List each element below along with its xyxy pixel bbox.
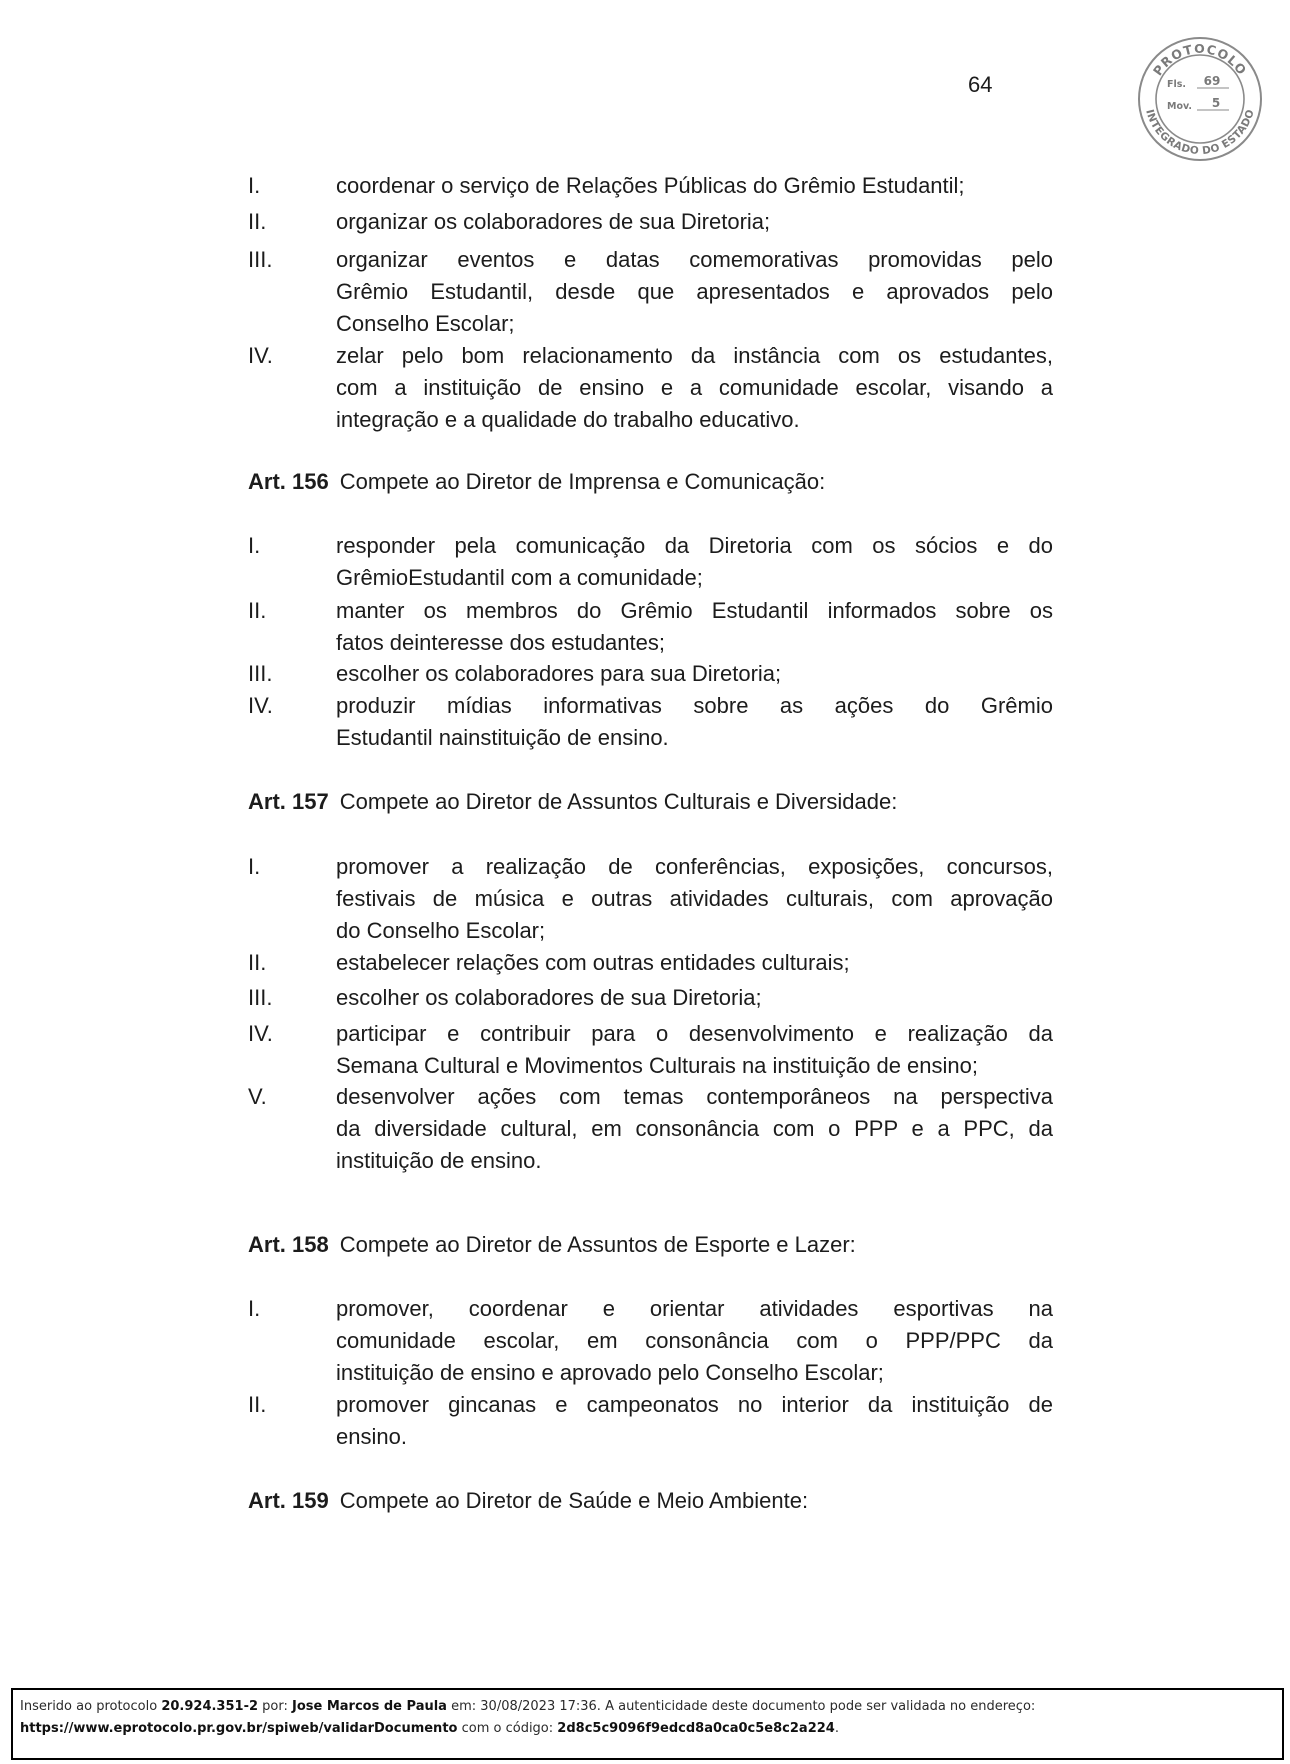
list-item xyxy=(248,595,1053,659)
item-text-line: ensino. xyxy=(336,1424,407,1449)
item-text xyxy=(336,1293,1053,1389)
item-text xyxy=(336,1081,1053,1177)
item-text-line: instituição de ensino e aprovado pelo Conselho Escolar; xyxy=(336,1360,884,1385)
item-numeral: II. xyxy=(248,209,267,234)
article-text: Compete ao Diretor de Imprensa e Comunicação: xyxy=(339,469,826,494)
author-name: Jose Marcos de Paula xyxy=(292,1699,447,1714)
list-item xyxy=(248,170,1053,202)
item-numeral: V. xyxy=(248,1084,267,1109)
item-text xyxy=(336,947,1053,979)
item-text-line: festivais de música e outras atividades culturais, com aprovação xyxy=(336,886,1053,911)
article-text: Compete ao Diretor de Saúde e Meio Ambiente: xyxy=(339,1488,809,1513)
item-text-line: produzir mídias informativas sobre as ações do Grêmio xyxy=(336,693,1053,718)
stamp-mov-label: Mov. xyxy=(1167,101,1193,112)
item-text xyxy=(336,340,1053,436)
article-heading xyxy=(248,466,1053,498)
item-numeral: II. xyxy=(248,950,267,975)
code-label: com o código: xyxy=(461,1721,554,1736)
code-terminator: . xyxy=(834,1721,839,1736)
item-numeral: I. xyxy=(248,533,261,558)
list-item xyxy=(248,851,1053,947)
validation-url: https://www.eprotocolo.pr.gov.br/spiweb/validarDocumento xyxy=(20,1721,458,1736)
item-text-line: Conselho Escolar; xyxy=(336,311,515,336)
validation-text: A autenticidade deste documento pode ser validada no endereço: xyxy=(605,1699,1036,1714)
item-text-line: instituição de ensino. xyxy=(336,1148,542,1173)
item-text-line: com a instituição de ensino e a comunidade escolar, visando a xyxy=(336,375,1053,400)
list-item xyxy=(248,340,1053,436)
stamp-top-text: PROTOCOLO xyxy=(1149,41,1251,79)
item-text-line: GrêmioEstudantil com a comunidade; xyxy=(336,565,703,590)
item-text xyxy=(336,595,1053,659)
page-number: 64 xyxy=(968,72,993,97)
item-text-line: zelar pelo bom relacionamento da instância com os estudantes, xyxy=(336,343,1053,368)
article-text: Compete ao Diretor de Assuntos Culturais e Diversidade: xyxy=(339,789,898,814)
item-text-line: da diversidade cultural, em consonância com o PPP e a PPC, da xyxy=(336,1116,1053,1141)
item-text-line: organizar eventos e datas comemorativas promovidas pelo xyxy=(336,247,1053,272)
stamp-bottom-text: INTEGRADO DO ESTADO xyxy=(1143,107,1257,158)
item-text-line: participar e contribuir para o desenvolvimento e realização da xyxy=(336,1021,1053,1046)
inserted-label: Inserido ao protocolo xyxy=(20,1699,158,1714)
item-numeral: II. xyxy=(248,1392,267,1417)
list-item xyxy=(248,658,1053,690)
article-number: Art. 159 xyxy=(248,1488,329,1513)
footer-line-1 xyxy=(20,1697,1035,1717)
item-text xyxy=(336,982,1053,1014)
item-text-line: estabelecer relações com outras entidades culturais; xyxy=(336,950,850,975)
stamp-fls-value: 69 xyxy=(1203,74,1221,88)
item-numeral: IV. xyxy=(248,693,273,718)
article-number: Art. 158 xyxy=(248,1232,329,1257)
protocol-stamp xyxy=(1136,34,1264,164)
article-heading xyxy=(248,1485,1053,1517)
item-text xyxy=(336,206,1053,238)
footer-line-2 xyxy=(20,1719,839,1739)
item-text-line: promover, coordenar e orientar atividades esportivas na xyxy=(336,1296,1053,1321)
item-numeral: I. xyxy=(248,854,261,879)
item-text-line: responder pela comunicação da Diretoria com os sócios e do xyxy=(336,533,1053,558)
item-numeral: IV. xyxy=(248,343,273,368)
list-item xyxy=(248,244,1053,340)
article-heading xyxy=(248,786,1053,818)
item-text-line: promover gincanas e campeonatos no interior da instituição de xyxy=(336,1392,1053,1417)
list-item xyxy=(248,982,1053,1014)
list-item xyxy=(248,1389,1053,1453)
item-text-line: Estudantil nainstituição de ensino. xyxy=(336,725,669,750)
item-text xyxy=(336,1389,1053,1453)
item-text xyxy=(336,530,1053,594)
article-number: Art. 156 xyxy=(248,469,329,494)
item-text xyxy=(336,1018,1053,1082)
list-item xyxy=(248,1081,1053,1177)
item-text-line: Grêmio Estudantil, desde que apresentados e aprovados pelo xyxy=(336,279,1053,304)
list-item xyxy=(248,947,1053,979)
item-text xyxy=(336,851,1053,947)
insert-datetime: 30/08/2023 17:36. xyxy=(480,1699,601,1714)
item-text-line: Semana Cultural e Movimentos Culturais na instituição de ensino; xyxy=(336,1053,978,1078)
item-text-line: fatos deinteresse dos estudantes; xyxy=(336,630,665,655)
date-label: em: xyxy=(451,1699,477,1714)
item-text-line: coordenar o serviço de Relações Públicas do Grêmio Estudantil; xyxy=(336,173,965,198)
item-text-line: do Conselho Escolar; xyxy=(336,918,546,943)
item-text-line: escolher os colaboradores de sua Diretoria; xyxy=(336,985,762,1010)
item-numeral: I. xyxy=(248,1296,261,1321)
item-text-line: organizar os colaboradores de sua Diretoria; xyxy=(336,209,771,234)
protocol-number: 20.924.351-2 xyxy=(161,1699,259,1714)
list-item xyxy=(248,1293,1053,1389)
item-text xyxy=(336,658,1053,690)
article-number: Art. 157 xyxy=(248,789,329,814)
item-numeral: IV. xyxy=(248,1021,273,1046)
item-numeral: I. xyxy=(248,173,261,198)
item-text-line: integração e a qualidade do trabalho educativo. xyxy=(336,407,800,432)
list-item xyxy=(248,206,1053,238)
stamp-fls-label: Fls. xyxy=(1167,79,1187,90)
item-text-line: escolher os colaboradores para sua Diretoria; xyxy=(336,661,782,686)
item-text xyxy=(336,244,1053,340)
list-item xyxy=(248,530,1053,594)
list-item xyxy=(248,1018,1053,1082)
item-text xyxy=(336,170,1053,202)
article-text: Compete ao Diretor de Assuntos de Esporte e Lazer: xyxy=(339,1232,856,1257)
by-label: por: xyxy=(262,1699,288,1714)
item-text-line: desenvolver ações com temas contemporâneos na perspectiva xyxy=(336,1084,1053,1109)
item-text-line: manter os membros do Grêmio Estudantil informados sobre os xyxy=(336,598,1053,623)
stamp-outer-ring xyxy=(1139,38,1261,160)
item-text xyxy=(336,690,1053,754)
stamp-mov-value: 5 xyxy=(1211,96,1221,110)
validation-code: 2d8c5c9096f9edcd8a0ca0c5e8c2a224 xyxy=(557,1721,835,1736)
item-numeral: III. xyxy=(248,247,273,272)
item-text-line: promover a realização de conferências, exposições, concursos, xyxy=(336,854,1053,879)
item-text-line: comunidade escolar, em consonância com o PPP/PPC da xyxy=(336,1328,1053,1353)
item-numeral: III. xyxy=(248,661,273,686)
list-item xyxy=(248,690,1053,754)
article-heading xyxy=(248,1229,1053,1261)
footer-authentication-box xyxy=(11,1688,1284,1760)
item-numeral: III. xyxy=(248,985,273,1010)
item-numeral: II. xyxy=(248,598,267,623)
